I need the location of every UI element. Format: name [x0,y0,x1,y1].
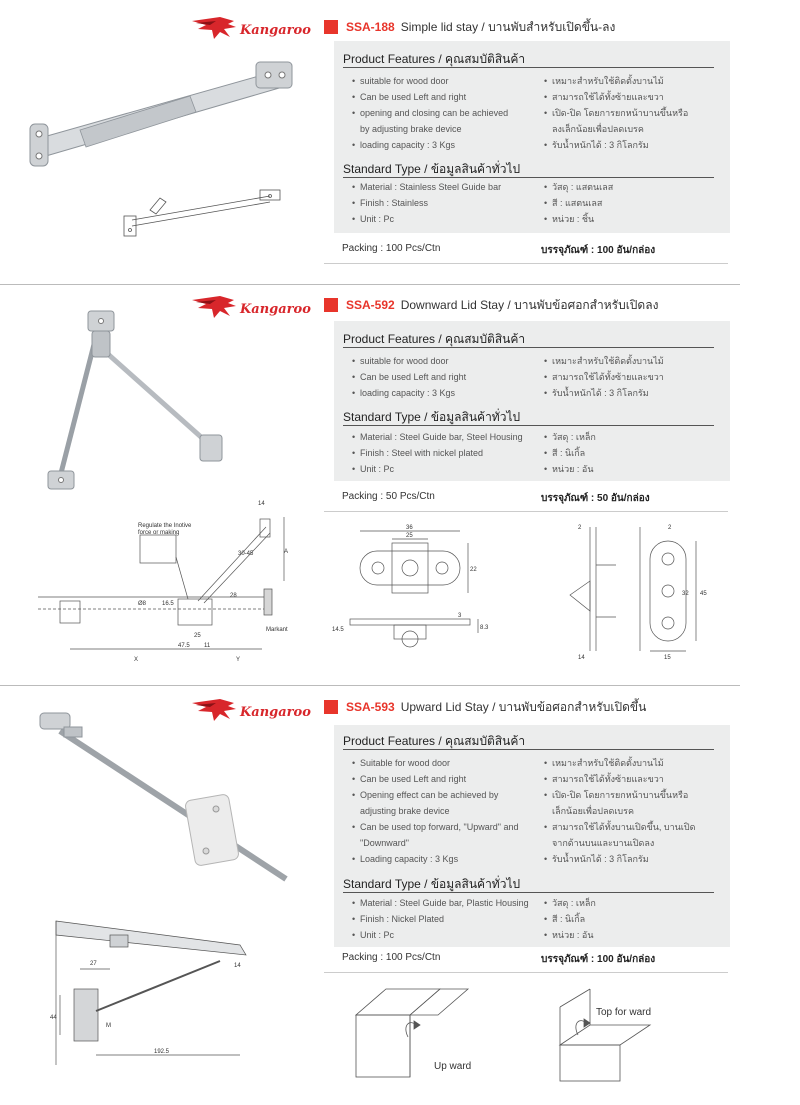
list-item: • Finish : Steel with nickel plated [352,448,484,458]
packing-th: บรรจุภัณฑ์ : 50 อัน/กล่อง [541,493,650,504]
list-item: • Can be used Left and right [352,92,467,102]
list-item: • Unit : Pc [352,930,395,940]
list-item: • เหมาะสำหรับใช้ติดตั้งบานไม้ [544,76,664,86]
standard-en-list [352,895,529,943]
list-item: • Material : Steel Guide bar, Steel Housing [352,432,523,442]
list-item: • สามารถใช้ได้ทั้งซ้ายและขวา [544,372,664,382]
packing-th: บรรจุภัณฑ์ : 100 อัน/กล่อง [541,954,656,965]
list-item: • วัสดุ : แสตนเลส [544,182,614,192]
product-photo [20,50,310,250]
product-photo [30,705,300,890]
divider [343,892,714,893]
list-item: • สี : นิเกิ้ล [544,448,586,458]
list-item: adjusting brake device [360,806,450,816]
svg-text:8.3: 8.3 [480,625,489,631]
svg-text:Y: Y [236,657,241,663]
top-forward-diagram [550,985,700,1085]
list-item: เล็กน้อยเพื่อปลดเบรค [552,806,635,816]
product-code: SSA-592 [346,298,395,312]
svg-text:16.5: 16.5 [162,601,174,607]
list-item: • loading capacity : 3 Kgs [352,388,456,398]
standard-heading: Standard Type / ข้อมูลสินค้าทั่วไป [343,162,521,176]
list-item: • suitable for wood door [352,76,449,86]
list-item: • สี : แสตนเลส [544,198,603,208]
list-item: • รับน้ำหนักได้ : 3 กิโลกรัม [544,388,649,398]
svg-text:14: 14 [258,501,265,507]
features-th-list [544,73,688,153]
list-item: • Can be used Left and right [352,372,467,382]
divider [324,263,728,264]
dimension-drawing-housing [330,521,500,661]
svg-text:14: 14 [578,655,585,661]
features-heading: Product Features / คุณสมบัติสินค้า [343,52,526,66]
features-heading: Product Features / คุณสมบัติสินค้า [343,734,526,748]
svg-text:192.5: 192.5 [154,1049,170,1055]
list-item: • Unit : Pc [352,464,395,474]
installation-drawing [50,915,250,1065]
list-item: • Opening effect can be achieved by [352,790,499,800]
standard-heading: Standard Type / ข้อมูลสินค้าทั่วไป [343,410,521,424]
svg-text:14.5: 14.5 [332,627,344,633]
list-item: • เปิด-ปิด โดยการยกหน้าบานขึ้นหรือ [544,108,689,118]
product-section-ssa-593 [0,685,800,1105]
divider [343,749,714,750]
list-item: • loading capacity : 3 Kgs [352,140,456,150]
product-header [324,18,615,36]
product-photo [40,307,240,497]
standard-th-list [544,895,596,943]
features-th-list [544,755,695,867]
list-item: • หน่วย : อัน [544,930,594,940]
list-item: • Loading capacity : 3 Kgs [352,854,459,864]
svg-text:3: 3 [458,613,462,619]
svg-text:Up ward: Up ward [434,1061,472,1072]
list-item: • สามารถใช้ได้ทั้งซ้ายและขวา [544,92,664,102]
list-item: • Can be used Left and right [352,774,467,784]
list-item: • Finish : Nickel Plated [352,914,445,924]
upward-diagram [350,985,480,1085]
red-square-icon [324,20,338,34]
svg-text:Kangaroo: Kangaroo [240,705,311,720]
svg-text:14: 14 [234,963,241,969]
svg-text:Kangaroo: Kangaroo [240,23,311,38]
svg-text:45: 45 [700,591,707,597]
svg-text:11: 11 [204,643,211,649]
product-section-ssa-188 [0,0,800,285]
list-item: • Suitable for wood door [352,758,451,768]
svg-text:A: A [284,549,289,555]
packing-en: Packing : 100 Pcs/Ctn [342,243,441,254]
features-en-list [352,353,466,401]
installation-drawing [38,497,289,667]
svg-text:28: 28 [230,593,237,599]
svg-text:Ø8: Ø8 [138,601,147,607]
standard-th-list [544,429,596,477]
standard-th-list [544,179,613,227]
product-section-ssa-592 [0,285,800,685]
divider [324,511,728,512]
list-item: • Material : Steel Guide bar, Plastic Housing [352,898,529,908]
spec-panel [334,321,730,481]
red-square-icon [324,700,338,714]
product-code: SSA-188 [346,20,395,34]
svg-text:44: 44 [50,1015,57,1021]
standard-en-list [352,429,523,477]
list-item: • Material : Stainless Steel Guide bar [352,182,502,192]
divider [324,972,728,973]
svg-text:47.5: 47.5 [178,643,190,649]
list-item: • เหมาะสำหรับใช้ติดตั้งบานไม้ [544,758,664,768]
svg-text:27: 27 [90,961,97,967]
list-item: • หน่วย : ชิ้น [544,214,595,224]
list-item: by adjusting brake device [360,124,462,134]
list-item: • opening and closing can be achieved [352,108,509,118]
standard-heading: Standard Type / ข้อมูลสินค้าทั่วไป [343,877,521,891]
features-th-list [544,353,664,401]
list-item: • เหมาะสำหรับใช้ติดตั้งบานไม้ [544,356,664,366]
divider [343,177,714,178]
list-item: • suitable for wood door [352,356,449,366]
list-item: • สามารถใช้ได้ทั้งซ้ายและขวา [544,774,664,784]
svg-text:force or making: force or making [138,530,180,536]
spec-panel [334,725,730,947]
list-item: • วัสดุ : เหล็ก [544,898,596,908]
product-title: Upward Lid Stay / บานพับข้อศอกสำหรับเปิดขึ้น [400,699,647,714]
spec-panel [334,41,730,233]
svg-text:15: 15 [664,655,671,661]
list-item: • Unit : Pc [352,214,395,224]
features-heading: Product Features / คุณสมบัติสินค้า [343,332,526,346]
svg-text:25: 25 [406,533,413,539]
svg-text:22: 22 [470,567,477,573]
list-item: • รับน้ำหนักได้ : 3 กิโลกรัม [544,140,649,150]
list-item: "Downward" [360,838,409,848]
product-title: Downward Lid Stay / บานพับข้อศอกสำหรับเปิดลง [400,297,659,312]
product-code: SSA-593 [346,700,395,714]
red-square-icon [324,298,338,312]
divider [343,67,714,68]
list-item: • สามารถใช้ได้ทั้งบานเปิดขึ้น, บานเปิด [544,822,696,832]
list-item: • เปิด-ปิด โดยการยกหน้าบานขึ้นหรือ [544,790,689,800]
svg-text:30-45: 30-45 [238,551,254,557]
svg-text:Markant: Markant [266,627,288,633]
svg-text:32: 32 [682,591,689,597]
product-title: Simple lid stay / บานพับสำหรับเปิดขึ้น-ลง [400,19,616,34]
list-item: • วัสดุ : เหล็ก [544,432,596,442]
kangaroo-logo [190,15,311,41]
packing-en: Packing : 50 Pcs/Ctn [342,491,435,502]
features-en-list [352,73,508,153]
list-item: • Finish : Stainless [352,198,429,208]
svg-text:2: 2 [578,525,582,531]
svg-text:M: M [106,1023,111,1029]
svg-text:Kangaroo: Kangaroo [240,302,311,317]
product-header [324,296,658,314]
list-item: ลงเล็กน้อยเพื่อปลดเบรค [552,124,644,134]
divider [343,425,714,426]
svg-text:36: 36 [406,525,413,531]
list-item: • หน่วย : อัน [544,464,594,474]
packing-en: Packing : 100 Pcs/Ctn [342,952,441,963]
standard-en-list [352,179,501,227]
list-item: • Can be used top forward, "Upward" and [352,822,519,832]
list-item: • สี : นิเกิ้ล [544,914,586,924]
svg-text:Regulate the Inotive: Regulate the Inotive [138,523,192,529]
dimension-drawing-bracket [550,521,720,661]
list-item: • รับน้ำหนักได้ : 3 กิโลกรัม [544,854,649,864]
svg-text:25: 25 [194,633,201,639]
list-item: จากด้านบนและบานเปิดลง [552,838,655,848]
svg-text:Top for ward: Top for ward [596,1007,652,1018]
features-en-list [352,755,518,867]
product-header [324,698,646,716]
svg-text:2: 2 [668,525,672,531]
packing-th: บรรจุภัณฑ์ : 100 อัน/กล่อง [541,245,656,256]
divider [343,347,714,348]
svg-text:X: X [134,657,139,663]
